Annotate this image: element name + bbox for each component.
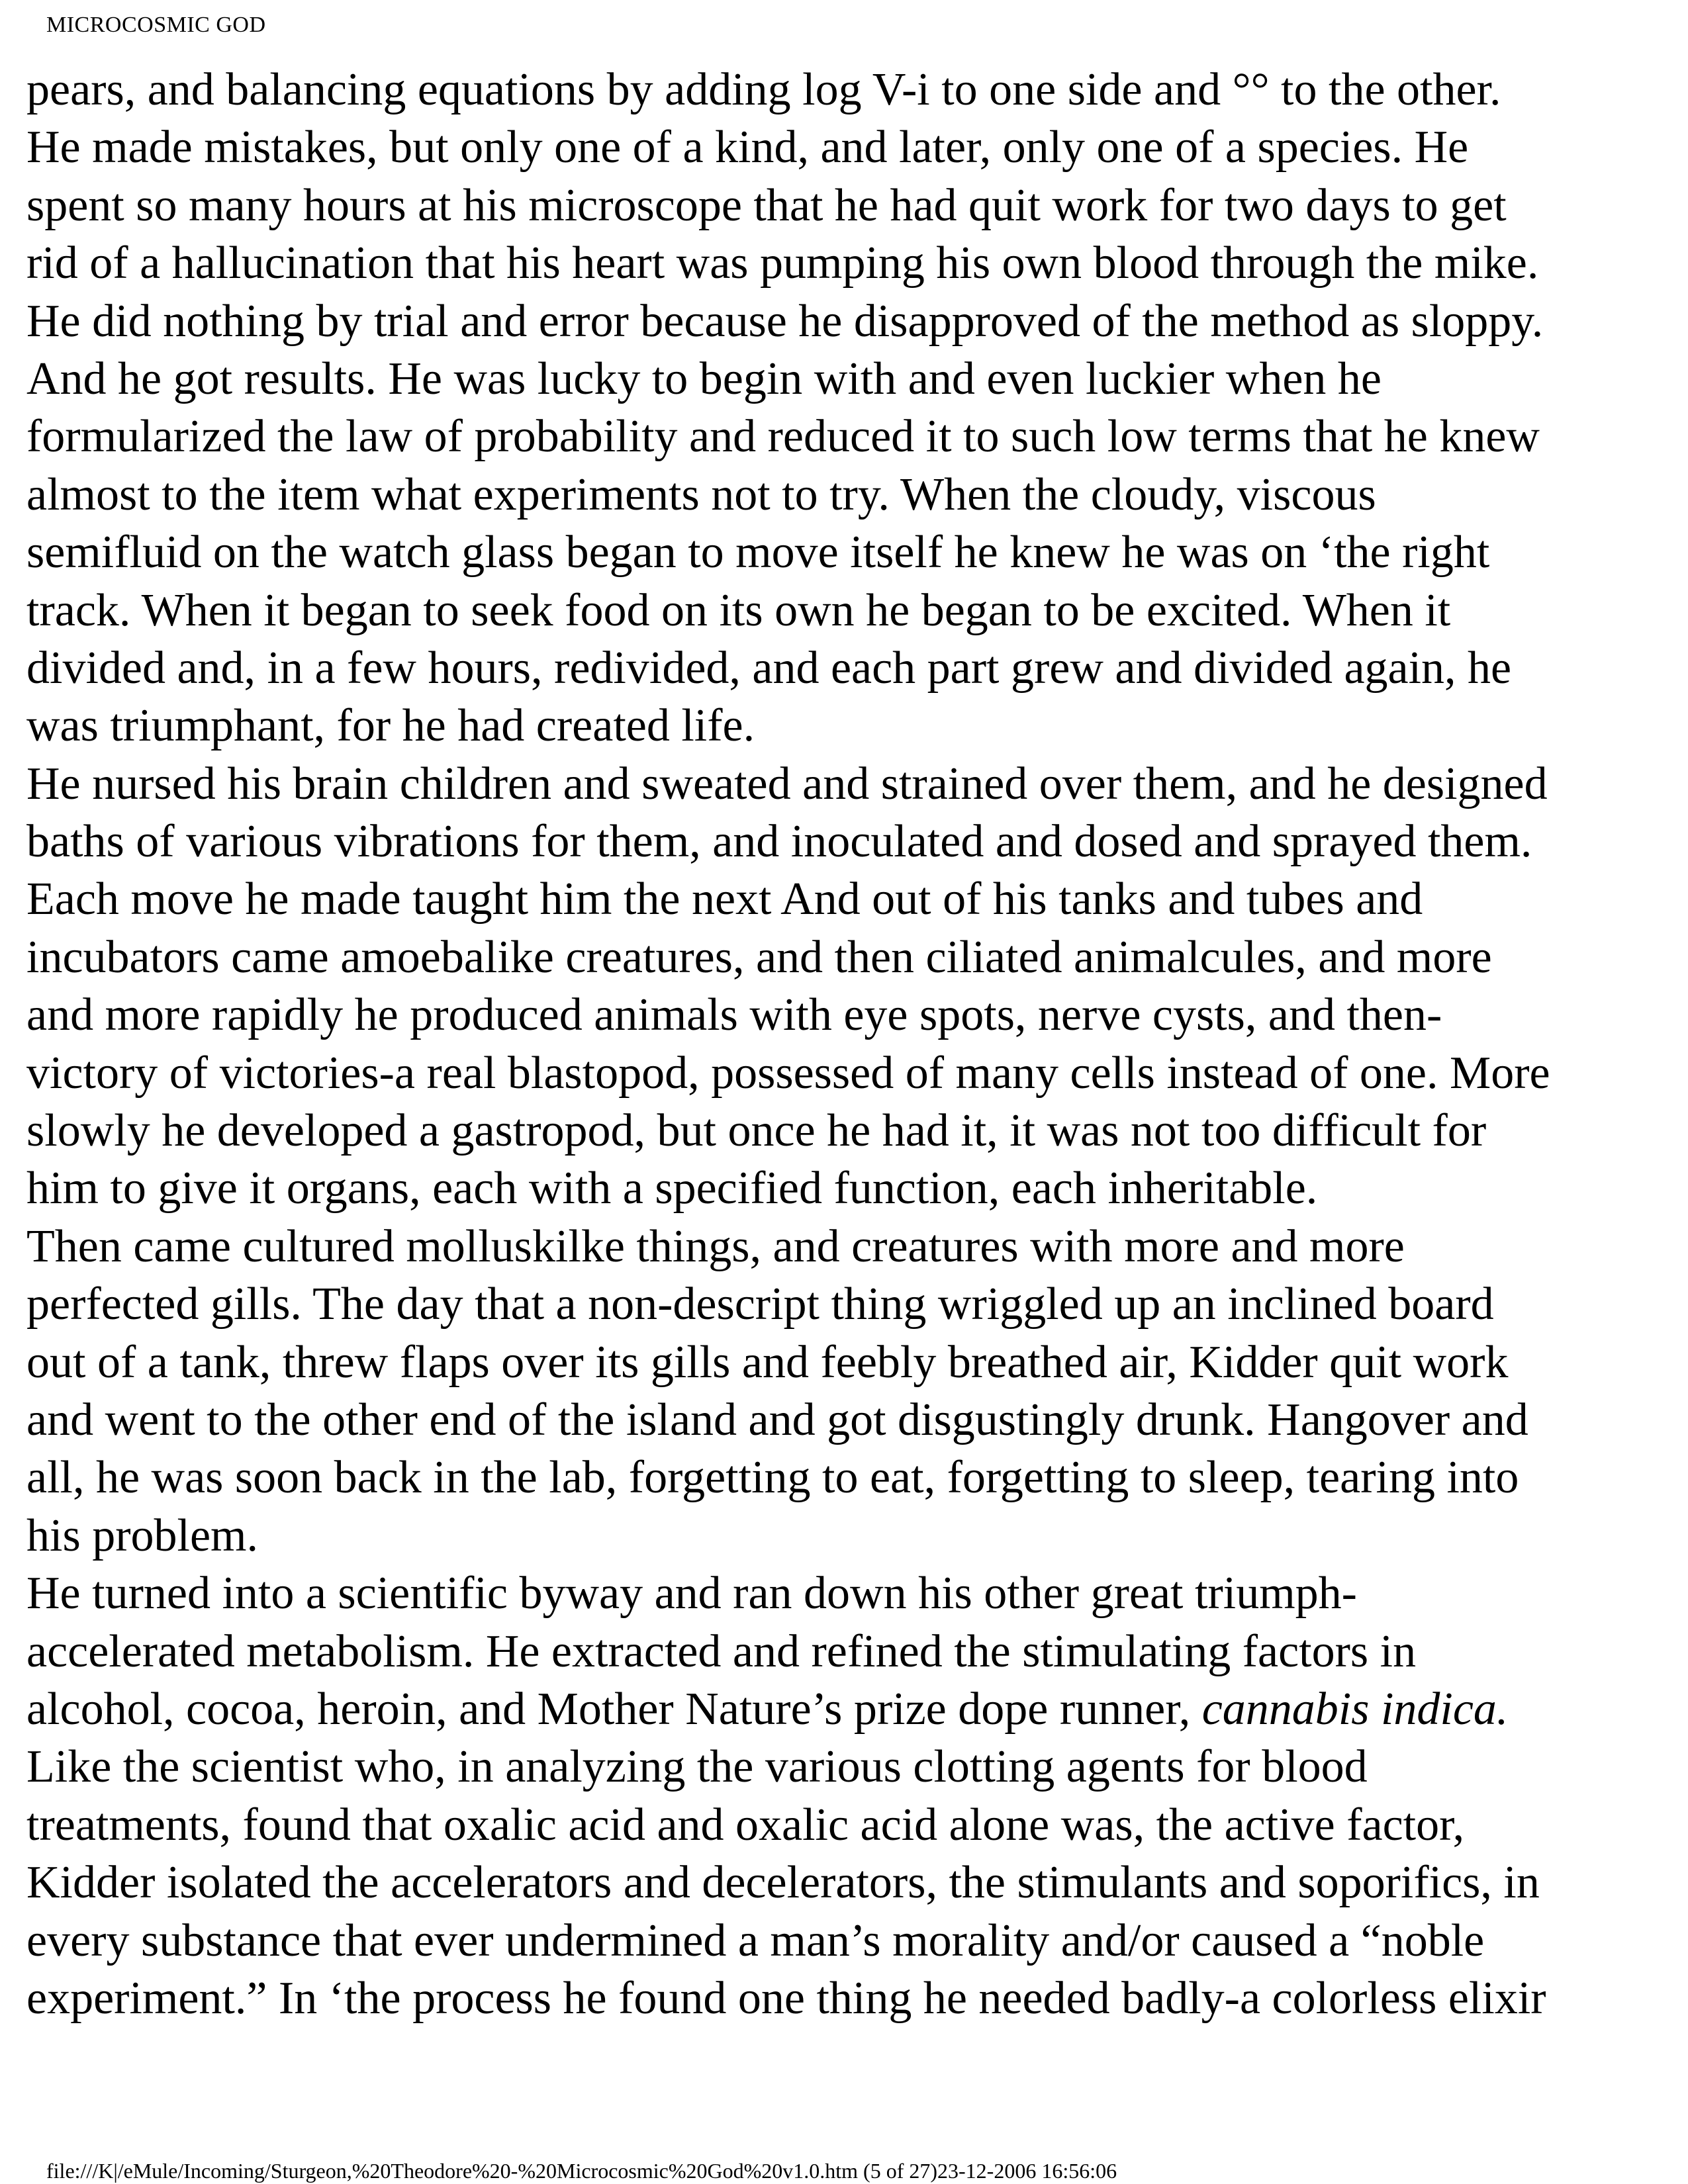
text-line: track. When it began to seek food on its own he began to be excited. When it	[26, 584, 1451, 636]
text-line: Kidder isolated the accelerators and decelerators, the stimulants and soporifics, in	[26, 1857, 1540, 1909]
text-line: his problem.	[26, 1510, 258, 1561]
text-line: every substance that ever undermined a man’s morality and/or caused a “noble	[26, 1915, 1485, 1966]
text-line: slowly he developed a gastropod, but once he had it, it was not too difficult for	[26, 1105, 1487, 1157]
text-line: perfected gills. The day that a non-descript thing wriggled up an inclined board	[26, 1279, 1494, 1330]
text-line: victory of victories-a real blastopod, possessed of many cells instead of one. More	[26, 1047, 1550, 1099]
text-line-with-italic	[26, 1680, 1662, 1738]
paragraph-1	[26, 61, 1662, 755]
running-header: MICROCOSMIC GOD	[46, 13, 266, 37]
text-line: Like the scientist who, in analyzing the various clotting agents for blood	[26, 1741, 1368, 1793]
text-line: treatments, found that oxalic acid and oxalic acid alone was, the active factor,	[26, 1799, 1465, 1850]
text-line: out of a tank, threw flaps over its gills and feebly breathed air, Kidder quit work	[26, 1336, 1509, 1388]
italic-species-name: cannabis indica.	[1201, 1683, 1509, 1735]
text-line: Each move he made taught him the next And out of his tanks and tubes and	[26, 874, 1423, 925]
text-line: him to give it organs, each with a specified function, each inheritable.	[26, 1163, 1318, 1214]
text-line: accelerated metabolism. He extracted and refined the stimulating factors in	[26, 1625, 1417, 1677]
text-line: baths of various vibrations for them, and inoculated and dosed and sprayed them.	[26, 816, 1532, 868]
text-line: incubators came amoebalike creatures, and then ciliated animalcules, and more	[26, 931, 1492, 983]
text-line: spent so many hours at his microscope that he had quit work for two days to get	[26, 179, 1507, 231]
text-line: semifluid on the watch glass began to move itself he knew he was on ‘the right	[26, 527, 1490, 578]
paragraph-3	[26, 1218, 1662, 1565]
text-line: divided and, in a few hours, redivided, and each part grew and divided again, he	[26, 642, 1512, 694]
paragraph-4	[26, 1565, 1662, 2027]
text-line: He turned into a scientific byway and ran down his other great triumph-	[26, 1568, 1357, 1619]
text-line: all, he was soon back in the lab, forgetting to eat, forgetting to sleep, tearing into	[26, 1452, 1519, 1504]
paragraph-2	[26, 755, 1662, 1218]
text-line: and more rapidly he produced animals with eye spots, nerve cysts, and then-	[26, 989, 1442, 1041]
text-line: Then came cultured molluskilke things, and creatures with more and more	[26, 1220, 1405, 1272]
text-line: and went to the other end of the island and got disgustingly drunk. Hangover and	[26, 1394, 1528, 1445]
text-line: rid of a hallucination that his heart was pumping his own blood through the mike.	[26, 238, 1539, 289]
text-line: He made mistakes, but only one of a kind, and later, only one of a species. He	[26, 122, 1469, 173]
text-line: pears, and balancing equations by adding log V-i to one side and °° to the other.	[26, 64, 1501, 115]
text-line: He did nothing by trial and error because he disapproved of the method as sloppy.	[26, 295, 1544, 347]
source-footer: file:///K|/eMule/Incoming/Sturgeon,%20Theodore%20-%20Microcosmic%20God%20v1.0.htm (5 of 27)23-12-2006 16:56:06	[46, 2159, 1117, 2183]
text-line: was triumphant, for he had created life.	[26, 700, 755, 752]
story-text	[26, 61, 1662, 2027]
text-line: formularized the law of probability and reduced it to such low terms that he knew	[26, 411, 1540, 463]
text-line: experiment.” In ‘the process he found one thing he needed badly-a colorless elixir	[26, 1972, 1546, 2024]
text-line: almost to the item what experiments not to try. When the cloudy, viscous	[26, 469, 1376, 520]
text-line: And he got results. He was lucky to begin with and even luckier when he	[26, 353, 1382, 404]
italic-line-prefix: alcohol, cocoa, heroin, and Mother Nature’s prize dope runner,	[26, 1683, 1202, 1735]
text-line: He nursed his brain children and sweated and strained over them, and he designed	[26, 758, 1548, 809]
